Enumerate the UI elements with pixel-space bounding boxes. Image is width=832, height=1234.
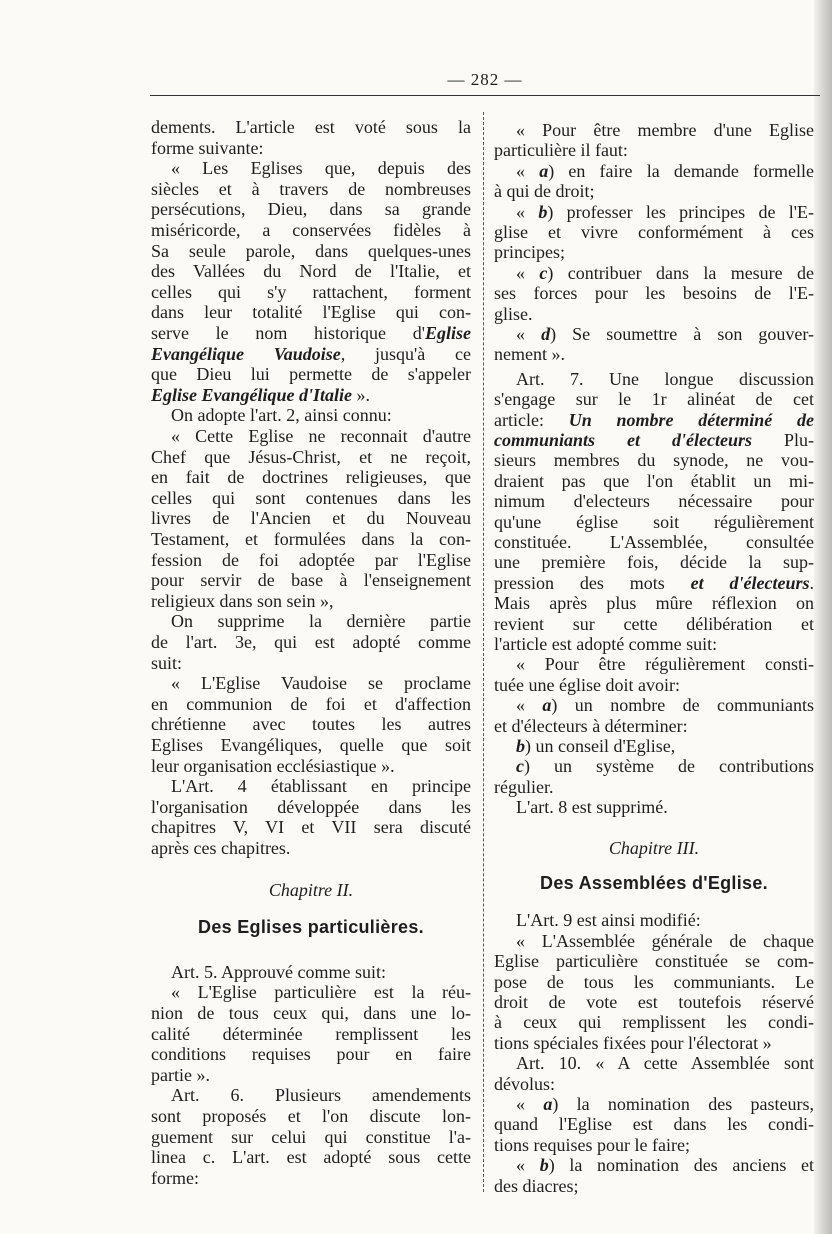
- text-segment: nement ».: [494, 344, 565, 365]
- text-segment: article:: [494, 409, 569, 430]
- text-line: [494, 532, 814, 553]
- text-line: [494, 634, 814, 655]
- text-segment: miséricorde, a conservées fidèles à: [151, 220, 471, 240]
- text-segment: «: [516, 262, 540, 283]
- text-segment: « Pour être régulièrement consti-: [516, 654, 814, 675]
- italic-segment: c: [539, 262, 548, 283]
- text-line: [494, 716, 814, 737]
- text-line: [494, 675, 814, 696]
- text-segment: des Vallées du Nord de l'Italie, et: [151, 261, 471, 282]
- text-line: [516, 324, 814, 345]
- italic-segment: a: [543, 1094, 553, 1114]
- text-segment: celles qui sont contenues dans les: [151, 487, 471, 508]
- text-segment: ) contribuer dans la mesure de: [547, 262, 815, 283]
- text-line: [516, 756, 814, 777]
- text-line: [516, 695, 814, 716]
- text-line: [151, 1127, 471, 1148]
- text-segment: ) professer les principes de l'E-: [547, 201, 814, 222]
- text-segment: Mais après plus mûre réflexion on: [494, 593, 814, 614]
- text-segment: « Les Eglises que, depuis des: [171, 158, 471, 179]
- text-segment: L'art. 8 est supprimé.: [516, 797, 668, 818]
- text-segment: pour servir de base à l'enseignement: [151, 570, 471, 591]
- text-line: [516, 369, 814, 390]
- text-segment: régulier.: [494, 776, 554, 797]
- text-line: [151, 797, 471, 818]
- text-line: [494, 181, 814, 202]
- text-line: [516, 161, 814, 182]
- text-segment: Chef que Jésus-Christ, et ne reçoit,: [151, 446, 471, 467]
- text-segment: «: [516, 324, 542, 344]
- text-segment: ) la nomination des pasteurs,: [552, 1094, 814, 1114]
- text-line: [151, 241, 471, 262]
- text-segment: forme suivante:: [151, 137, 264, 158]
- text-line: [494, 283, 814, 304]
- text-segment: ) un nombre de communiants: [551, 695, 814, 716]
- text-segment: pose de tous les communiants. Le: [494, 971, 814, 992]
- text-line: [494, 471, 814, 492]
- text-segment: ) un conseil d'Eglise,: [525, 736, 676, 756]
- italic-segment: Evangélique Vaudoise: [151, 343, 341, 364]
- text-segment: Eglise particulière constituée se com-: [494, 951, 814, 972]
- text-segment: ) la nomination des anciens et: [548, 1155, 815, 1176]
- text-line: [494, 512, 814, 533]
- italic-segment: b: [516, 736, 525, 756]
- italic-segment: communiants et d'électeurs: [494, 430, 752, 450]
- text-segment: sieurs membres du synode, ne vou-: [494, 450, 814, 471]
- text-line: [151, 508, 471, 529]
- text-segment: conditions requises pour en faire: [151, 1044, 471, 1065]
- text-line: [516, 931, 814, 952]
- text-line: [151, 735, 471, 756]
- text-segment: de l'art. 3e, qui est adopté comme: [151, 632, 471, 652]
- text-line: [494, 450, 814, 471]
- text-segment: celles qui s'y rattachent, forment: [151, 281, 471, 302]
- text-line: [494, 1033, 814, 1054]
- text-segment: guement sur celui qui constitue l'a-: [151, 1126, 471, 1147]
- text-segment: Art. 5. Approuvé comme suit:: [171, 961, 386, 982]
- text-line: [494, 992, 814, 1013]
- text-segment: calité déterminée remplissent les: [151, 1023, 471, 1044]
- text-segment: On adopte l'art. 2, ainsi connu:: [171, 405, 392, 426]
- chapter-title: Chapitre III.: [608, 837, 700, 858]
- text-segment: revient sur cette délibération et: [494, 613, 814, 634]
- text-line: [151, 1147, 471, 1168]
- text-segment: forme:: [151, 1167, 199, 1188]
- italic-segment: Eglise: [424, 323, 471, 343]
- text-line: [151, 282, 471, 303]
- text-segment: Art. 7. Une longue discussion: [516, 368, 814, 389]
- text-line: [171, 776, 471, 797]
- text-segment: nimum d'electeurs nécessaire pour: [494, 491, 814, 512]
- text-segment: et d'électeurs à déterminer:: [494, 715, 688, 736]
- text-line: [494, 242, 814, 263]
- text-line: [494, 614, 814, 635]
- text-line: [151, 199, 471, 220]
- text-line: [494, 1074, 814, 1095]
- text-segment: ) Se soumettre à son gouver-: [550, 324, 815, 344]
- italic-segment: Un nombre déterminé de: [568, 409, 814, 430]
- text-line: [171, 158, 471, 179]
- text-line: [494, 552, 814, 573]
- section-heading: Des Eglises particulières.: [198, 917, 424, 938]
- text-line: [151, 550, 471, 571]
- italic-segment: b: [538, 201, 548, 222]
- text-segment: Art. 6. Plusieurs amendements: [171, 1085, 471, 1106]
- text-segment: principes;: [494, 242, 565, 263]
- text-segment: « Cette Eglise ne reconnait d'autre: [171, 426, 471, 446]
- text-segment: tions requises pour le faire;: [494, 1134, 690, 1155]
- text-segment: s'engage sur le 1r alinéat de cet: [494, 389, 814, 410]
- text-segment: «: [516, 160, 540, 181]
- text-segment: dans leur totalité l'Eglise qui con-: [151, 302, 471, 323]
- text-segment: suit:: [151, 652, 183, 673]
- text-segment: chapitres V, VI et VII sera discuté: [151, 817, 471, 838]
- italic-segment: et d'électeurs: [690, 572, 810, 593]
- italic-segment: a: [539, 160, 549, 181]
- text-segment: , jusqu'à ce: [340, 343, 472, 364]
- text-line: [494, 491, 814, 512]
- text-segment: L'Art. 4 établissant en principe: [171, 776, 471, 797]
- text-segment: dements. L'article est voté sous la: [151, 117, 471, 137]
- text-segment: « Pour être membre d'une Eglise: [516, 120, 814, 140]
- text-segment: en fait de doctrines religieuses, que: [151, 467, 471, 488]
- text-line: [494, 951, 814, 972]
- text-segment: « L'Eglise particulière est la réu-: [171, 982, 471, 1003]
- text-line: [151, 138, 471, 159]
- text-line: [151, 1044, 471, 1065]
- text-line: [151, 1106, 471, 1127]
- text-segment: tuée une église doit avoir:: [494, 674, 680, 695]
- text-line: [494, 972, 814, 993]
- text-line: [171, 673, 471, 694]
- text-line: [494, 344, 814, 365]
- text-segment: fession de foi adoptée par l'Eglise: [151, 549, 471, 570]
- text-segment: linea c. L'art. est adopté sous cette: [151, 1147, 471, 1168]
- text-segment: après ces chapitres.: [151, 838, 291, 858]
- text-line: [151, 570, 471, 591]
- text-segment: «: [516, 201, 539, 222]
- text-segment: Sa seule parole, dans quelques-unes: [151, 240, 471, 261]
- text-line: [516, 120, 814, 141]
- text-segment: draient pas que l'on établit un mi-: [494, 470, 814, 491]
- text-segment: Plu-: [751, 430, 814, 450]
- text-segment: nion de tous ceux qui, dans une lo-: [151, 1003, 471, 1023]
- text-line: [516, 263, 814, 284]
- column-divider: [483, 112, 484, 1192]
- text-line: [171, 962, 471, 983]
- text-segment: livres de l'Ancien et du Nouveau: [151, 508, 471, 529]
- header-rule: [150, 95, 820, 96]
- text-line: [151, 756, 471, 777]
- page-number: — 282 —: [447, 70, 523, 89]
- text-line: [151, 364, 471, 385]
- text-segment: à qui de droit;: [494, 181, 595, 202]
- text-line: [171, 611, 471, 632]
- text-line: [151, 714, 471, 735]
- text-line: [494, 222, 814, 243]
- text-segment: .: [809, 572, 814, 593]
- text-segment: l'organisation développée dans les: [151, 796, 471, 817]
- text-line: [151, 385, 471, 406]
- italic-segment: Eglise Evangélique d'Italie: [151, 384, 352, 405]
- text-line: [151, 179, 471, 200]
- text-segment: «: [516, 1155, 540, 1176]
- text-segment: partie ».: [151, 1064, 210, 1085]
- text-segment: serve le nom historique d': [151, 323, 425, 343]
- text-segment: «: [516, 1094, 544, 1114]
- text-segment: droit de vote est toutefois réservé: [494, 992, 814, 1012]
- text-segment: Art. 10. « A cette Assemblée sont: [516, 1053, 814, 1074]
- text-line: [516, 1053, 814, 1074]
- text-line: [151, 323, 471, 344]
- text-segment: Testament, et formulées dans la con-: [151, 529, 471, 549]
- italic-segment: c: [516, 756, 524, 777]
- chapter-title: Chapitre II.: [268, 879, 354, 900]
- text-segment: sont proposés et l'on discute lon-: [151, 1106, 471, 1126]
- text-line: [151, 1024, 471, 1045]
- text-line: [494, 389, 814, 410]
- text-segment: chrétienne avec toutes les autres: [151, 714, 471, 735]
- text-line: [494, 777, 814, 798]
- text-segment: Eglises Evangéliques, quelle que soit: [151, 735, 471, 755]
- text-line: [516, 797, 814, 818]
- text-line: [494, 1114, 814, 1135]
- text-line: [494, 573, 814, 594]
- italic-segment: d: [541, 324, 551, 344]
- text-line: [516, 654, 814, 675]
- text-line: [516, 202, 814, 223]
- text-segment: «: [516, 695, 543, 716]
- text-line: [151, 488, 471, 509]
- text-line: [151, 467, 471, 488]
- text-line: [494, 593, 814, 614]
- text-line: [151, 220, 471, 241]
- text-line: [516, 1094, 814, 1115]
- text-line: [171, 426, 471, 447]
- text-line: [151, 1168, 471, 1189]
- text-line: [151, 1065, 471, 1086]
- text-segment: « L'Assemblée générale de chaque: [516, 930, 814, 951]
- text-segment: dévolus:: [494, 1073, 555, 1094]
- text-line: [151, 447, 471, 468]
- italic-segment: b: [539, 1155, 549, 1176]
- text-segment: « L'Eglise Vaudoise se proclame: [171, 673, 471, 694]
- text-segment: particulière il faut:: [494, 140, 628, 161]
- text-line: [151, 117, 471, 138]
- text-line: [151, 653, 471, 674]
- text-line: [494, 140, 814, 161]
- text-segment: en communion de foi et d'affection: [151, 693, 471, 714]
- text-segment: ) un système de contributions: [524, 756, 814, 777]
- text-segment: L'Art. 9 est ainsi modifié:: [516, 910, 701, 931]
- text-segment: religieux dans son sein »,: [151, 590, 334, 611]
- text-segment: constituée. L'Assemblée, consultée: [494, 532, 814, 552]
- text-line: [494, 1176, 814, 1197]
- text-segment: à ceux qui remplissent les condi-: [494, 1012, 814, 1033]
- text-segment: des diacres;: [494, 1175, 579, 1196]
- scan-edge: [814, 0, 832, 1234]
- text-line: [516, 1155, 814, 1176]
- text-line: [494, 410, 814, 431]
- text-line: [151, 344, 471, 365]
- text-line: [516, 910, 814, 931]
- text-segment: pression des mots: [494, 572, 691, 593]
- text-line: [494, 1135, 814, 1156]
- text-segment: persécutions, Dieu, dans sa grande: [151, 199, 471, 220]
- text-line: [151, 1003, 471, 1024]
- text-segment: siècles et à travers de nombreuses: [151, 178, 471, 199]
- text-segment: l'article est adopté comme suit:: [494, 634, 718, 654]
- text-segment: quand l'Eglise est dans les condi-: [494, 1114, 814, 1135]
- section-heading: Des Assemblées d'Eglise.: [540, 873, 768, 893]
- text-line: [151, 529, 471, 550]
- text-line: [151, 694, 471, 715]
- text-line: [151, 302, 471, 323]
- text-segment: glise.: [494, 303, 533, 324]
- text-segment: tions spéciales fixées pour l'électorat »: [494, 1032, 772, 1053]
- italic-segment: a: [542, 695, 552, 716]
- text-line: [151, 817, 471, 838]
- text-line: [516, 736, 814, 757]
- text-segment: On supprime la dernière partie: [171, 611, 471, 632]
- text-line: [494, 304, 814, 325]
- text-segment: ».: [352, 384, 370, 405]
- text-line: [171, 405, 471, 426]
- text-segment: que Dieu lui permette de s'appeler: [151, 364, 471, 385]
- text-line: [494, 430, 814, 451]
- text-line: [151, 632, 471, 653]
- text-line: [151, 261, 471, 282]
- text-segment: ) en faire la demande formelle: [548, 160, 814, 181]
- text-line: [494, 1012, 814, 1033]
- text-line: [171, 982, 471, 1003]
- text-segment: une première fois, décide la sup-: [494, 552, 814, 573]
- text-segment: glise et vivre conformément à ces: [494, 222, 814, 242]
- text-segment: qu'une église soit régulièrement: [494, 511, 814, 532]
- text-line: [151, 591, 471, 612]
- text-line: [151, 838, 471, 859]
- text-line: [171, 1085, 471, 1106]
- text-segment: ses forces pour les besoins de l'E-: [494, 283, 814, 304]
- text-segment: leur organisation ecclésiastique ».: [151, 755, 395, 776]
